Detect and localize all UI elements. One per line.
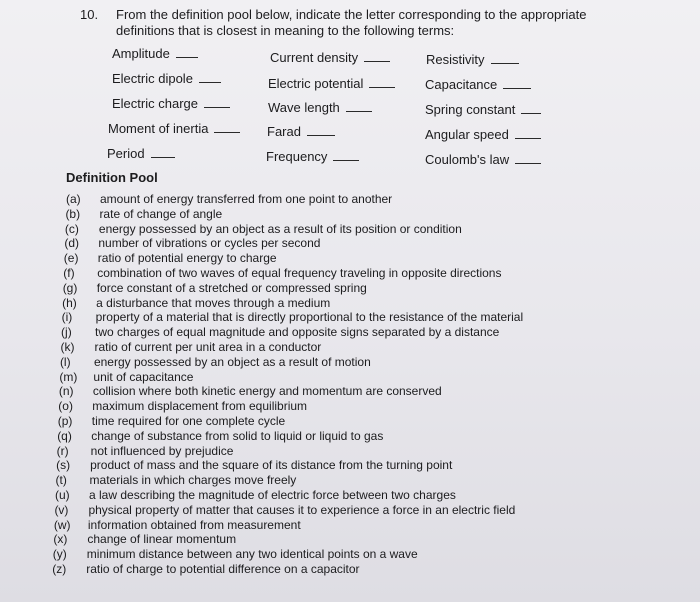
term-item — [425, 77, 531, 92]
definition-letter: (n) — [58, 384, 74, 399]
term-label: Wave length — [268, 100, 340, 115]
definition-item — [57, 445, 234, 458]
term-label: Angular speed — [425, 127, 509, 142]
definition-letter: (k) — [60, 340, 75, 354]
definition-item — [56, 459, 452, 472]
definition-item — [58, 415, 285, 428]
definition-letter: (p) — [57, 414, 73, 428]
definition-item — [61, 341, 322, 354]
answer-blank[interactable] — [521, 103, 541, 114]
definition-letter: (t) — [55, 473, 67, 488]
definition-text: property of a material that is directly proportional to the resistance of the material — [95, 310, 524, 325]
term-label: Amplitude — [112, 46, 170, 61]
definition-letter: (g) — [62, 280, 78, 295]
definition-text: ratio of potential energy to charge — [97, 251, 277, 266]
definition-text: two charges of equal magnitude and opposite signs separated by a distance — [95, 325, 500, 340]
answer-blank[interactable] — [204, 97, 230, 108]
definition-text: physical property of matter that causes it to experience a force in an electric field — [88, 502, 516, 517]
definition-item — [59, 385, 442, 398]
definition-item — [53, 533, 236, 546]
answer-blank[interactable] — [364, 51, 390, 62]
answer-blank[interactable] — [503, 78, 531, 89]
term-label: Spring constant — [425, 102, 516, 117]
term-label: Period — [107, 146, 145, 161]
term-item — [268, 100, 372, 115]
term-item — [267, 124, 335, 139]
definition-letter: (e) — [63, 251, 79, 266]
definition-letter: (s) — [56, 458, 71, 473]
definition-text: time required for one complete cycle — [91, 414, 286, 428]
term-item — [268, 76, 395, 91]
definition-letter: (u) — [55, 488, 70, 502]
answer-blank[interactable] — [333, 150, 359, 161]
definition-item — [59, 371, 193, 384]
definition-text: combination of two waves of equal frequency traveling in opposite directions — [97, 266, 502, 280]
term-item — [426, 52, 519, 67]
term-label: Moment of inertia — [108, 121, 209, 136]
definition-item — [54, 519, 301, 532]
definition-text: energy possessed by an object as a result of motion — [93, 354, 371, 369]
definition-text: not influenced by prejudice — [90, 443, 234, 458]
definition-item — [65, 223, 462, 236]
definition-letter: (d) — [64, 236, 80, 251]
definition-text: change of linear momentum — [87, 532, 237, 547]
question-text: From the definition pool below, indicate the letter corresponding to the appropriate definitions that is closest in meaning to the following terms: — [116, 7, 587, 38]
definition-text: materials in which charges move freely — [89, 473, 297, 488]
definition-text: collision where both kinetic energy and momentum are conserved — [92, 384, 442, 399]
definition-letter: (o) — [58, 399, 73, 414]
definition-text: change of substance from solid to liquid or liquid to gas — [91, 428, 384, 443]
definition-item — [57, 430, 383, 443]
definition-letter: (m) — [59, 369, 78, 384]
term-item — [112, 46, 198, 61]
answer-blank[interactable] — [151, 147, 175, 158]
definition-text: minimum distance between any two identical points on a wave — [86, 547, 418, 562]
definition-text: force constant of a stretched or compressed spring — [96, 280, 367, 295]
definition-text: maximum displacement from equilibrium — [92, 399, 308, 414]
definition-pool-title: Definition Pool — [66, 170, 158, 185]
term-item — [108, 121, 240, 136]
term-label: Electric potential — [268, 76, 364, 91]
definition-item — [54, 504, 515, 517]
answer-blank[interactable] — [307, 125, 335, 136]
definition-letter: (c) — [64, 221, 79, 236]
answer-blank[interactable] — [491, 53, 519, 64]
definition-item — [63, 282, 367, 295]
definition-item — [64, 252, 277, 265]
answer-blank[interactable] — [176, 47, 198, 58]
definition-item — [53, 548, 418, 561]
definition-text: product of mass and the square of its distance from the turning point — [90, 458, 453, 473]
answer-blank[interactable] — [346, 101, 372, 112]
definition-letter: (f) — [63, 266, 75, 280]
definition-item — [66, 193, 392, 206]
definition-text: ratio of current per unit area in a conductor — [94, 340, 322, 354]
term-label: Resistivity — [426, 52, 485, 67]
answer-blank[interactable] — [515, 128, 541, 139]
term-item — [107, 146, 175, 161]
term-label: Frequency — [266, 149, 328, 164]
definition-item — [58, 400, 307, 413]
question-number: 10. — [80, 7, 99, 22]
term-item — [425, 127, 541, 142]
definition-letter: (y) — [52, 547, 67, 562]
term-label: Electric charge — [112, 96, 198, 111]
definition-letter: (h) — [62, 295, 77, 310]
answer-blank[interactable] — [369, 77, 395, 88]
definition-item — [52, 563, 359, 576]
term-item — [112, 71, 221, 86]
definition-item — [61, 326, 499, 339]
term-label: Current density — [270, 50, 359, 65]
term-item — [112, 96, 230, 111]
term-item — [266, 149, 359, 164]
definition-letter: (x) — [53, 532, 68, 547]
definition-item — [56, 474, 297, 487]
term-label: Farad — [267, 124, 301, 139]
definition-letter: (b) — [65, 206, 81, 221]
definition-letter: (q) — [57, 428, 72, 443]
definition-item — [62, 311, 524, 324]
definition-text: energy possessed by an object as a result of its position or condition — [98, 221, 462, 236]
definition-text: a disturbance that moves through a medium — [96, 295, 331, 310]
term-item — [425, 152, 541, 167]
term-label: Capacitance — [425, 77, 498, 92]
definition-item — [60, 356, 371, 369]
term-item — [270, 50, 390, 65]
answer-blank[interactable] — [214, 122, 240, 133]
definition-letter: (v) — [54, 502, 69, 517]
definition-item — [55, 489, 456, 502]
definition-text: amount of energy transferred from one point to another — [100, 192, 393, 206]
definition-letter: (a) — [66, 192, 81, 206]
definition-item — [64, 237, 320, 250]
definition-item — [63, 267, 501, 280]
definition-letter: (z) — [52, 562, 67, 576]
definition-text: ratio of charge to potential difference on a capacitor — [86, 562, 360, 576]
definition-letter: (l) — [59, 354, 71, 369]
term-item — [425, 102, 541, 117]
answer-blank[interactable] — [199, 72, 221, 83]
definition-text: number of vibrations or cycles per second — [98, 236, 321, 251]
definition-item — [62, 297, 330, 310]
definition-text: information obtained from measurement — [87, 517, 301, 532]
term-label: Electric dipole — [112, 71, 193, 86]
definition-item — [65, 208, 222, 221]
definition-letter: (j) — [61, 325, 72, 340]
definition-text: rate of change of angle — [99, 206, 223, 221]
definition-text: unit of capacitance — [93, 369, 194, 384]
definition-letter: (w) — [53, 517, 71, 532]
answer-blank[interactable] — [515, 153, 541, 164]
term-label: Coulomb's law — [425, 152, 510, 167]
definition-text: a law describing the magnitude of electric force between two charges — [89, 488, 456, 502]
definition-letter: (r) — [56, 443, 69, 458]
definition-letter: (i) — [61, 310, 73, 325]
